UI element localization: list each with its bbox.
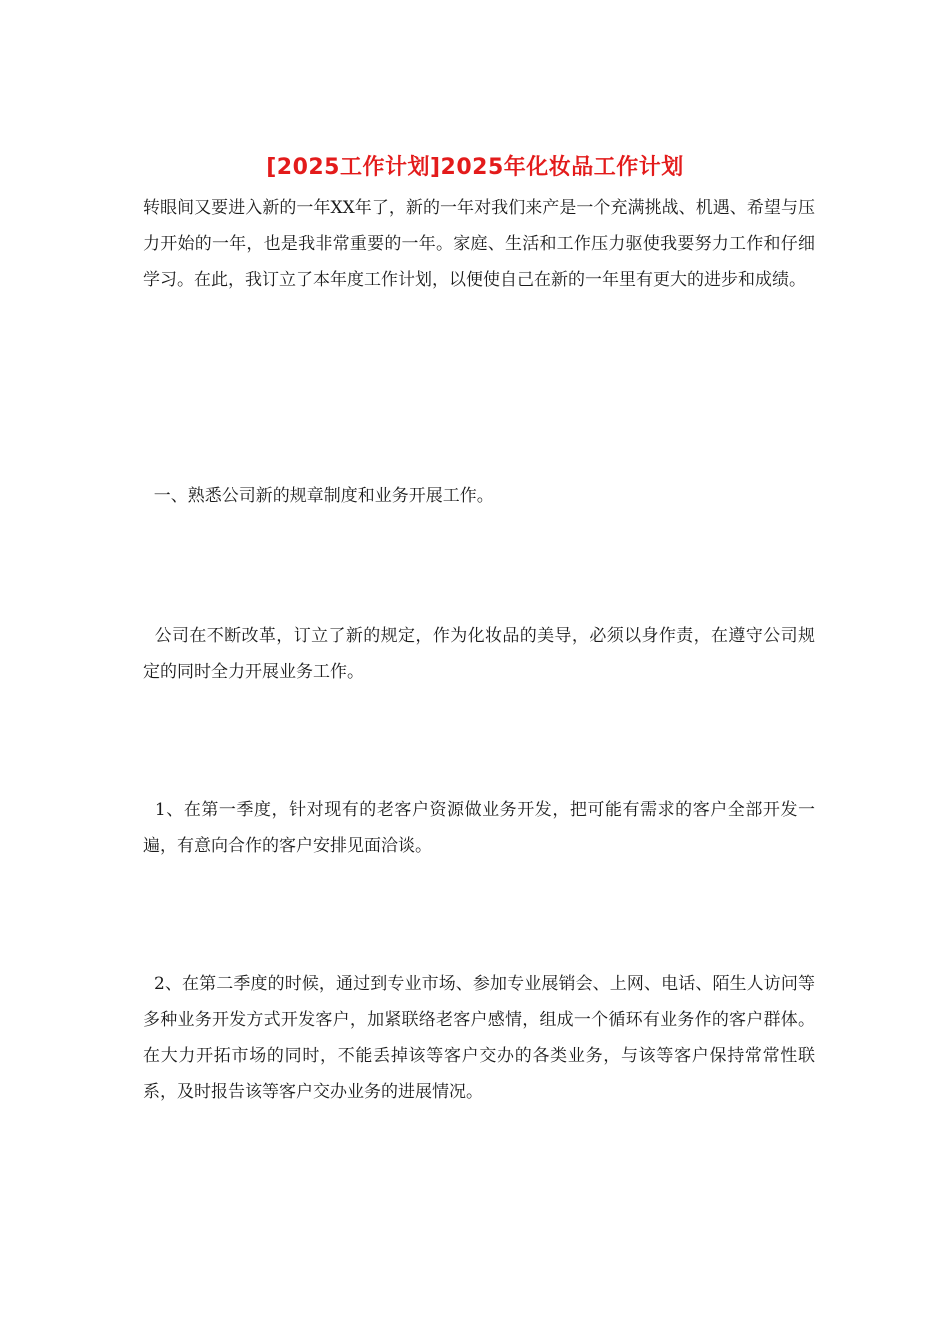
section-heading: 一、熟悉公司新的规章制度和业务开展工作。 (143, 486, 494, 506)
q1-plan-paragraph: 1、在第一季度，针对现有的老客户资源做业务开发，把可能有需求的客户全部开发一遍，有意向合作的客户安排见面洽谈。 (143, 800, 815, 856)
document-title: [2025工作计划]2025年化妆品工作计划 (266, 155, 684, 180)
company-rules-paragraph: 公司在不断改革，订立了新的规定，作为化妆品的美导，必须以身作责，在遵守公司规定的同时全力开展业务工作。 (143, 626, 815, 682)
q2-plan-paragraph: 2、在第二季度的时候，通过到专业市场、参加专业展销会、上网、电话、陌生人访问等多种业务开发方式开发客户，加紧联络老客户感情，组成一个循环有业务作的客户群体。在大力开拓市场的同时，不能丢掉该等客户交办的各类业务，与该等客户保持常常性联系，及时报告该等客户交办业务的进展情况。 (143, 974, 815, 1102)
intro-paragraph: 转眼间又要进入新的一年XX年了，新的一年对我们来产是一个充满挑战、机遇、希望与压力开始的一年，也是我非常重要的一年。家庭、生活和工作压力驱使我要努力工作和仔细学习。在此，我订立了本年度工作计划，以便使自己在新的一年里有更大的进步和成绩。 (143, 198, 815, 290)
